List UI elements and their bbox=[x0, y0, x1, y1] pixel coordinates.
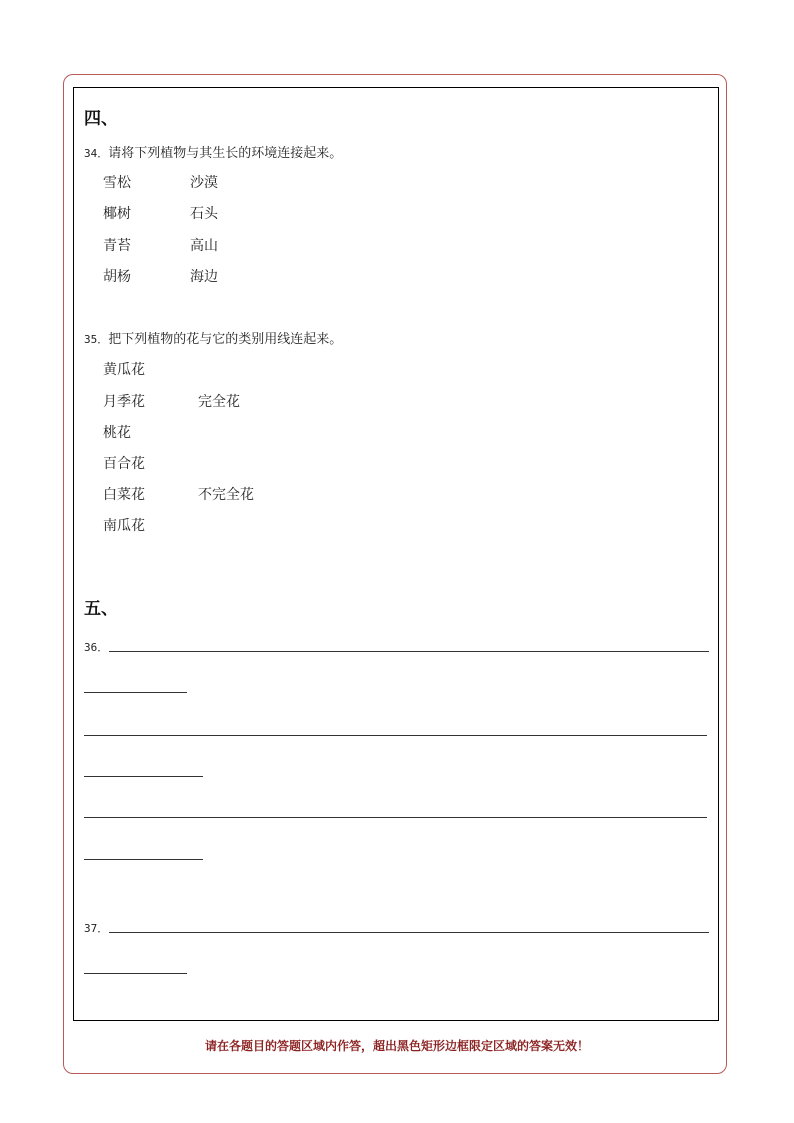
plant-item[interactable]: 椰树 bbox=[103, 206, 131, 222]
flower-item[interactable]: 月季花 bbox=[103, 394, 145, 410]
answer-line[interactable] bbox=[109, 651, 709, 652]
question-36-number: 36． bbox=[84, 641, 109, 654]
plant-item[interactable]: 雪松 bbox=[103, 175, 131, 191]
question-35 bbox=[84, 328, 342, 347]
section-4-heading: 四、 bbox=[84, 109, 118, 129]
flower-item[interactable]: 桃花 bbox=[103, 425, 131, 441]
answer-line[interactable] bbox=[84, 859, 203, 860]
question-37-number: 37． bbox=[84, 922, 109, 935]
flower-category-item[interactable]: 不完全花 bbox=[198, 487, 254, 503]
question-34-text: 请将下列植物与其生长的环境连接起来。 bbox=[108, 146, 343, 161]
answer-line[interactable] bbox=[84, 735, 707, 736]
environment-item[interactable]: 海边 bbox=[190, 269, 218, 285]
answer-line[interactable] bbox=[84, 973, 187, 974]
question-34 bbox=[84, 142, 342, 161]
answer-line[interactable] bbox=[84, 776, 203, 777]
plant-item[interactable]: 青苔 bbox=[103, 238, 131, 254]
question-34-number: 34． bbox=[84, 147, 109, 160]
flower-item[interactable]: 南瓜花 bbox=[103, 518, 145, 534]
answer-line[interactable] bbox=[109, 932, 709, 933]
footer-notice: 请在各题目的答题区域内作答，超出黑色矩形边框限定区域的答案无效！ bbox=[204, 1039, 589, 1053]
flower-item[interactable]: 百合花 bbox=[103, 456, 145, 472]
answer-line[interactable] bbox=[84, 692, 187, 693]
environment-item[interactable]: 沙漠 bbox=[190, 175, 218, 191]
flower-item[interactable]: 黄瓜花 bbox=[103, 362, 145, 378]
question-35-text: 把下列植物的花与它的类别用线连起来。 bbox=[108, 332, 343, 347]
environment-item[interactable]: 石头 bbox=[190, 206, 218, 222]
environment-item[interactable]: 高山 bbox=[190, 238, 218, 254]
answer-region-border bbox=[73, 87, 719, 1021]
plant-item[interactable]: 胡杨 bbox=[103, 269, 131, 285]
flower-category-item[interactable]: 完全花 bbox=[198, 394, 240, 410]
question-35-number: 35． bbox=[84, 333, 109, 346]
answer-line[interactable] bbox=[84, 817, 707, 818]
flower-item[interactable]: 白菜花 bbox=[103, 487, 145, 503]
section-5-heading: 五、 bbox=[84, 599, 118, 619]
